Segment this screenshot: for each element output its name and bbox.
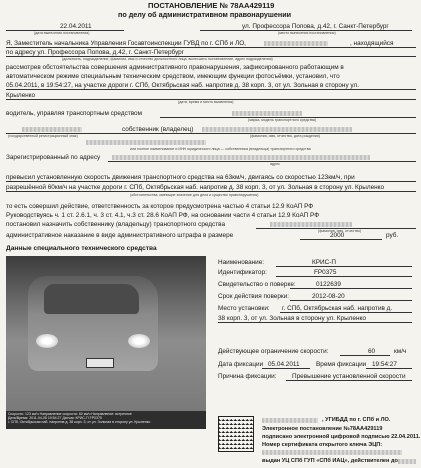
signature-line-2: Электронное постановление №78АА429119: [262, 426, 383, 432]
fix-reason-label: Причина фиксации:: [218, 373, 277, 380]
caption-15: (фамилия, имя, отчество): [318, 229, 362, 233]
caption-7: (марка, модель транспортного средства): [248, 118, 317, 122]
text-line-3: рассмотрев обстоятельства совершения административного правонарушения, зафиксированного работающим в: [6, 64, 344, 71]
address-label: Зарегистрированный по адресу: [6, 154, 101, 161]
violation-line-2: разрешённой 60км/ч на участке дороги г. СПб, Октябрьская наб. напротив д. 38 корп. 3, от ул. Зольная в сторону ул. Крыленко: [6, 184, 385, 191]
qr-code-image: [218, 416, 254, 452]
text-line-5: 05.04.2011, в 19:54:27, на участке дороги г. СПб, Октябрьская наб. напротив д. 38 корп. 3, от ул. Зольная в сторону ул.: [6, 82, 359, 89]
decision-date: 22.04.2011: [60, 23, 92, 30]
fix-date-label: Дата фиксации: [218, 361, 264, 368]
device-section-title: Данные специального технического средства: [6, 245, 157, 252]
device-id-value: FP0375: [314, 269, 337, 276]
caption-8b: (фамилия, имя, отчество, дата рождения): [250, 134, 321, 138]
device-name-label: Наименование:: [218, 259, 265, 266]
signature-line-5: выдан УЦ СПб ГУП «СПб ИАЦ», действителен до: [262, 458, 398, 464]
photo-caption: Скорость: 123 км/ч Направление скорости: 60 км/ч Направление: встречное Дата/Время: 2011-04-05 19:54:27 Датчик: КРИС-П FP0375 г. СПб, Октябрьская наб. напротив д. 38 корп. 3, от ул. Зольная в сторону ул. Крыленко: [6, 411, 206, 429]
device-place-value-2: 38 корп. 3, от ул. Зольная в сторону ул. Крыленко: [218, 315, 366, 322]
signature-line-1: , УГИБДД по г. СПб и ЛО.: [322, 417, 391, 423]
fine-amount: 2000: [330, 232, 345, 239]
license-plate-image: [86, 358, 114, 368]
decision-place: ул. Профессора Попова, д.42, г. Санкт-Петербург: [242, 23, 389, 30]
fine-unit: руб.: [386, 232, 399, 239]
violation-line-1: превысил установленную скорость движения транспортного средства на 63км/ч, двигаясь со скоростью 123км/ч, при: [6, 174, 355, 181]
device-valid-label: Срок действия поверки:: [218, 293, 290, 300]
caption-6: (дата, время и место выявления): [178, 100, 234, 104]
official-line: Я, Заместитель начальника Управления Госавтоинспекции ГУВД по г. СПб и ЛО,: [6, 40, 246, 47]
text-line-4: автоматическом режиме специальным техническим средством, имеющим функции фотосъёмки, установил, что: [6, 73, 340, 80]
speed-limit-unit: км/ч: [394, 348, 407, 355]
signature-line-4: Номер сертификата открытого ключа ЭЦП:: [262, 442, 383, 448]
caption-8a: (государственный регистрационный знак): [8, 134, 78, 138]
device-place-label: Место установки:: [218, 305, 270, 312]
fix-time-value: 19:54:27: [372, 361, 397, 368]
speed-limit-value: 60: [368, 348, 376, 355]
device-id-label: Идентификатор:: [218, 269, 267, 276]
device-valid-value: 2012-08-20: [312, 293, 345, 300]
device-cert-label: Свидетельство о поверке:: [218, 281, 296, 288]
violation-photo: [6, 256, 206, 411]
liability-line: то есть совершил действие, ответственность за которое предусмотрена частью 4 статьи 12.9 КоАП РФ: [6, 203, 314, 210]
document-title: ПОСТАНОВЛЕНИЕ № 78АА429119: [148, 1, 275, 10]
official-address: по адресу ул. Профессора Попова, д.42, г. Санкт-Петербург: [6, 49, 185, 56]
penalty-line: административное наказание в виде административного штрафа в размере: [6, 232, 234, 239]
owner-label: собственник (владелец): [122, 126, 194, 133]
text-line-6: Крыленко: [6, 92, 36, 99]
driver-line: водитель, управляя транспортным средством: [6, 110, 142, 117]
fix-date-value: 05.04.2011: [268, 361, 300, 368]
device-cert-value: 0122639: [316, 281, 341, 288]
device-name-value: КРИС-П: [312, 259, 336, 266]
official-line-end: , находящийся: [350, 40, 394, 47]
document-subtitle: по делу об административном правонарушении: [118, 10, 292, 19]
legal-basis-line: Руководствуясь ч. 1 ст. 2.6.1, ч. 3 ст. 4.1, ч.3 ст. 28.6 КоАП РФ, на основании части 4 статьи 12.9 КоАП РФ: [6, 212, 320, 219]
official-caption: (должность, подразделение, фамилия, имя и отчество должностного лица, вынесшего постановление, адрес подразделения): [62, 57, 273, 61]
speed-limit-label: Действующее ограничение скорости:: [218, 348, 329, 355]
caption-12: (обстоятельства, имеющие значение для дела и существо правонарушения): [130, 193, 259, 197]
decision-place-caption: (место вынесения постановления): [278, 31, 336, 35]
device-place-value: г. СПб, Октябрьская наб. напротив д.: [282, 305, 393, 312]
decision-date-caption: (дата вынесения постановления): [34, 31, 90, 35]
fix-time-label: Время фиксации: [316, 361, 367, 368]
decision-line: постановил назначить собственнику (владельцу) транспортного средства: [6, 221, 226, 228]
caption-10: адрес: [270, 162, 280, 166]
signature-line-3: подписано электронной цифровой подписью 22.04.2011.: [262, 434, 421, 440]
caption-9: или полное наименование и ИНН юридического лица — собственника (владельца) транспортного средства: [130, 147, 311, 151]
fix-reason-value: Превышение установленной скорости: [292, 373, 406, 380]
